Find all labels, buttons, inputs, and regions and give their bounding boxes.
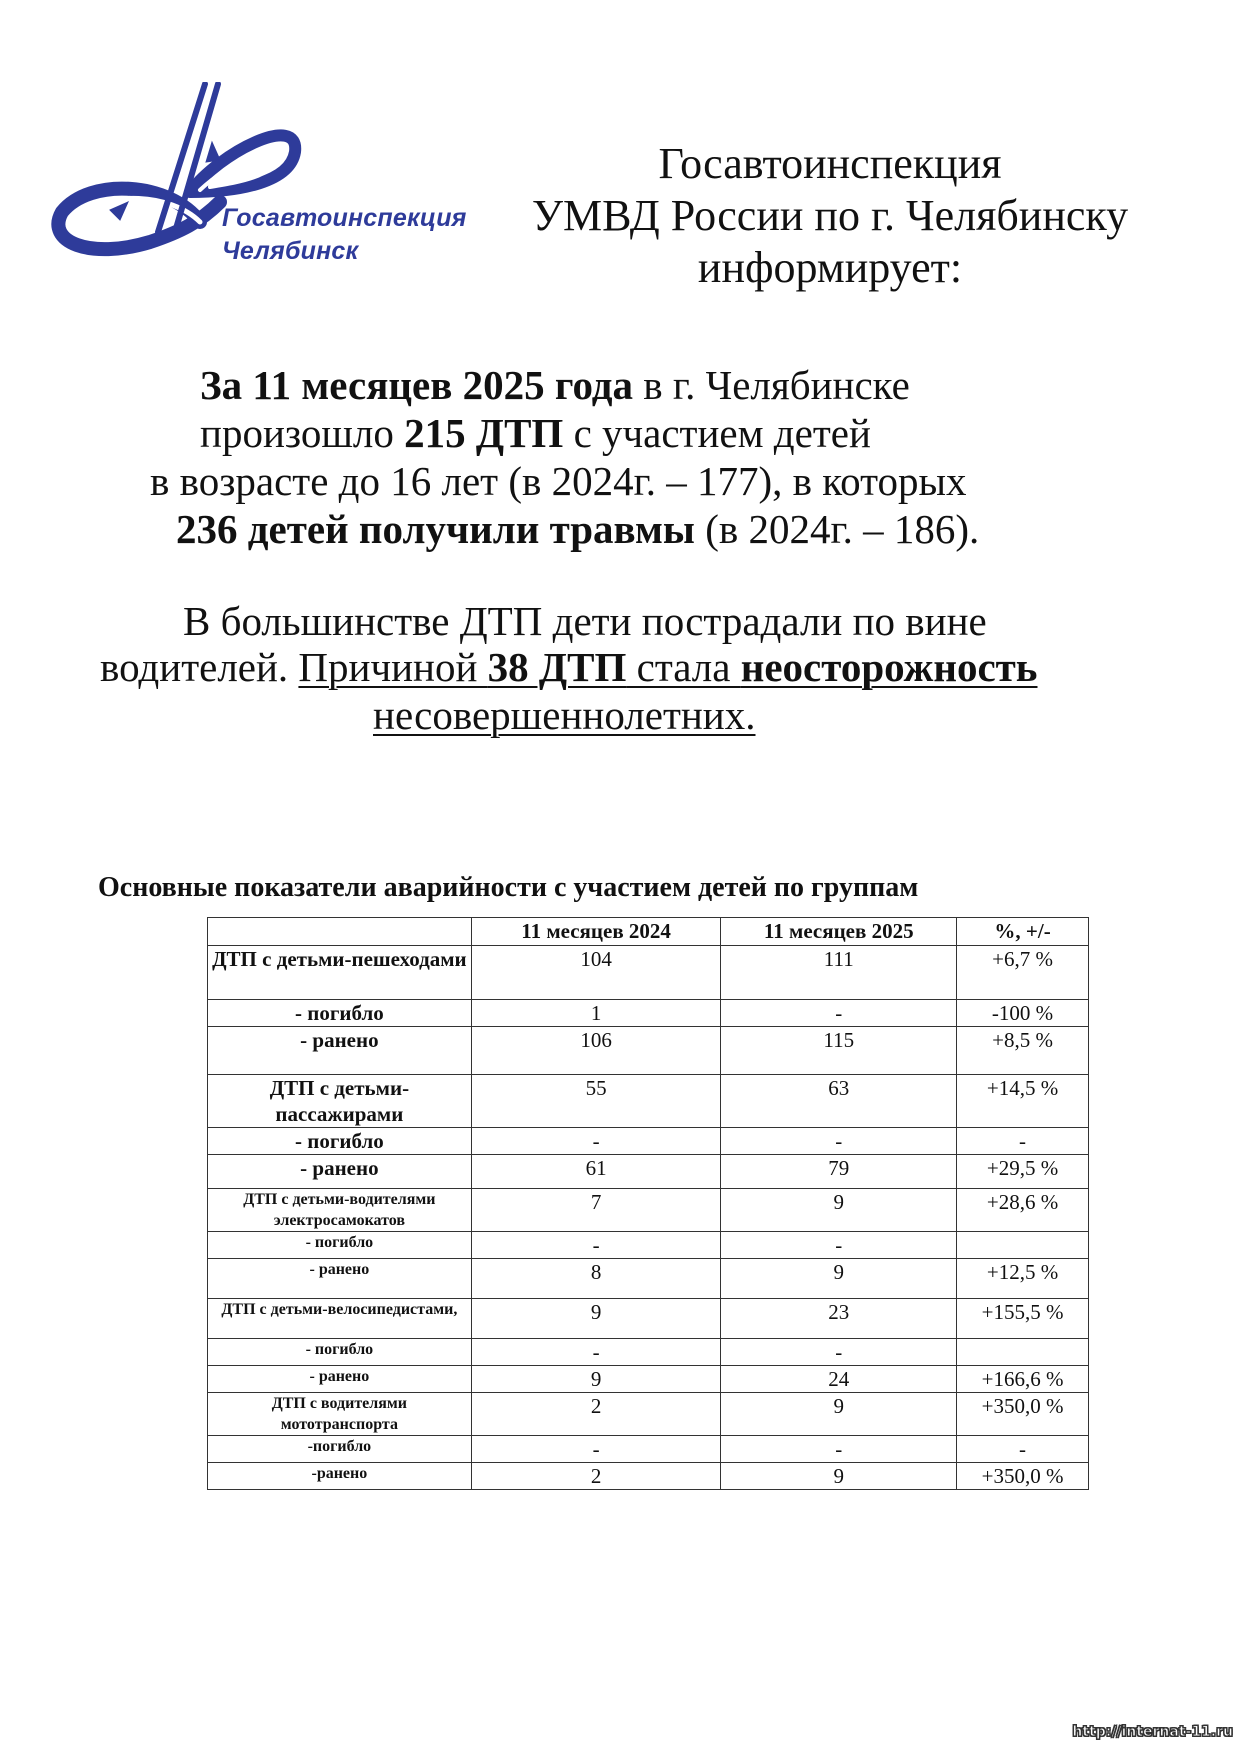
value-2025: 9	[721, 1189, 957, 1232]
value-2025: -	[721, 1232, 957, 1259]
summary-city: в г. Челябинске	[633, 362, 910, 408]
value-change: +155,5 %	[957, 1299, 1089, 1339]
cause-highlight	[298, 644, 1037, 690]
cause-reason: неосторожность	[740, 644, 1038, 690]
cause-text: Причиной	[298, 644, 488, 690]
row-label: ДТП с детьми-водителями электросамокатов	[208, 1189, 472, 1232]
cause-text: несовершеннолетних.	[373, 692, 756, 738]
value-2025: 23	[721, 1299, 957, 1339]
value-2025: 115	[721, 1027, 957, 1075]
table-row	[208, 1436, 1089, 1463]
table-row	[208, 1189, 1089, 1232]
header-cell-change: %, +/-	[957, 918, 1089, 946]
table-row	[208, 1232, 1089, 1259]
value-2025: 9	[721, 1259, 957, 1299]
value-change: -	[957, 1436, 1089, 1463]
row-label: - погибло	[208, 1128, 472, 1155]
header	[470, 138, 1190, 294]
value-2024: -	[471, 1339, 721, 1366]
summary-accident-count: 215 ДТП	[404, 410, 564, 456]
value-change: +350,0 %	[957, 1393, 1089, 1436]
value-2024: 55	[471, 1075, 721, 1128]
cause-text: стала	[626, 644, 741, 690]
stats-table	[207, 917, 1089, 1490]
cause-text: водителей.	[100, 644, 299, 690]
row-label: - ранено	[208, 1366, 472, 1393]
row-label: ДТП с детьми-пешеходами	[208, 946, 472, 1000]
summary-line-1	[200, 360, 910, 410]
value-change: +28,6 %	[957, 1189, 1089, 1232]
row-label: - погибло	[208, 1000, 472, 1027]
summary-line-3: в возрасте до 16 лет (в 2024г. – 177), в которых	[150, 458, 967, 504]
table-row	[208, 1128, 1089, 1155]
row-label: - погибло	[208, 1339, 472, 1366]
header-cell-empty	[208, 918, 472, 946]
table-row	[208, 1000, 1089, 1027]
value-2025: 24	[721, 1366, 957, 1393]
row-label: -ранено	[208, 1463, 472, 1490]
value-2025: -	[721, 1000, 957, 1027]
table-row	[208, 946, 1089, 1000]
summary-text: с участием детей	[563, 410, 871, 456]
summary-line-2	[200, 408, 871, 458]
value-2024: 104	[471, 946, 721, 1000]
row-label: -погибло	[208, 1436, 472, 1463]
cause-line-3	[373, 690, 756, 740]
row-label: ДТП с детьми-пассажирами	[208, 1075, 472, 1128]
header-cell-2025: 11 месяцев 2025	[721, 918, 957, 946]
value-change: -	[957, 1128, 1089, 1155]
summary-text: (в 2024г. – 186).	[694, 506, 980, 552]
value-2024: 106	[471, 1027, 721, 1075]
logo-text-agency: Госавтоинспекция	[222, 204, 467, 232]
summary-line-4	[176, 504, 979, 554]
table-title: Основные показатели аварийности с участием детей по группам	[98, 872, 919, 903]
value-2024: 2	[471, 1393, 721, 1436]
table-header-row	[208, 918, 1089, 946]
summary-injured-count: 236 детей получили травмы	[176, 506, 695, 552]
value-2024: 7	[471, 1189, 721, 1232]
value-2024: -	[471, 1232, 721, 1259]
value-2024: 1	[471, 1000, 721, 1027]
value-2025: 9	[721, 1463, 957, 1490]
value-change: +350,0 %	[957, 1463, 1089, 1490]
logo-text-city: Челябинск	[222, 237, 359, 265]
header-cell-2024: 11 месяцев 2024	[471, 918, 721, 946]
value-change: +29,5 %	[957, 1155, 1089, 1189]
table-row	[208, 1463, 1089, 1490]
table-row	[208, 1339, 1089, 1366]
value-change: +166,6 %	[957, 1366, 1089, 1393]
value-2024: 9	[471, 1366, 721, 1393]
value-change: -100 %	[957, 1000, 1089, 1027]
value-change: +6,7 %	[957, 946, 1089, 1000]
value-2025: -	[721, 1436, 957, 1463]
cause-accident-count: 38 ДТП	[487, 644, 627, 690]
cause-line-1: В большинстве ДТП дети пострадали по вине	[183, 598, 987, 644]
value-2025: -	[721, 1339, 957, 1366]
header-line-3: информирует:	[697, 243, 963, 292]
value-2024: -	[471, 1436, 721, 1463]
value-change: +14,5 %	[957, 1075, 1089, 1128]
value-change	[957, 1232, 1089, 1259]
value-2025: 111	[721, 946, 957, 1000]
value-2024: -	[471, 1128, 721, 1155]
value-change: +8,5 %	[957, 1027, 1089, 1075]
value-2025: 9	[721, 1393, 957, 1436]
row-label: ДТП с детьми-велосипедистами,	[208, 1299, 472, 1339]
cause-line-2	[100, 642, 1038, 692]
table-row	[208, 1075, 1089, 1128]
value-2024: 61	[471, 1155, 721, 1189]
row-label: - ранено	[208, 1155, 472, 1189]
value-2025: 79	[721, 1155, 957, 1189]
summary-period: За 11 месяцев 2025 года	[200, 362, 634, 408]
value-2024: 8	[471, 1259, 721, 1299]
table-row	[208, 1366, 1089, 1393]
value-2024: 2	[471, 1463, 721, 1490]
header-line-1: Госавтоинспекция	[658, 139, 1002, 188]
summary-text: произошло	[200, 410, 405, 456]
value-2025: -	[721, 1128, 957, 1155]
row-label: - погибло	[208, 1232, 472, 1259]
watermark: http://internat-11.ru	[1072, 1724, 1233, 1740]
value-2024: 9	[471, 1299, 721, 1339]
table-row	[208, 1027, 1089, 1075]
table-row	[208, 1393, 1089, 1436]
table-row	[208, 1299, 1089, 1339]
table-row	[208, 1259, 1089, 1299]
row-label: - ранено	[208, 1027, 472, 1075]
row-label: ДТП с водителями мототранспорта	[208, 1393, 472, 1436]
value-change	[957, 1339, 1089, 1366]
value-change: +12,5 %	[957, 1259, 1089, 1299]
table-row	[208, 1155, 1089, 1189]
header-line-2: УМВД России по г. Челябинску	[531, 191, 1129, 240]
value-2025: 63	[721, 1075, 957, 1128]
row-label: - ранено	[208, 1259, 472, 1299]
logo	[50, 82, 490, 282]
